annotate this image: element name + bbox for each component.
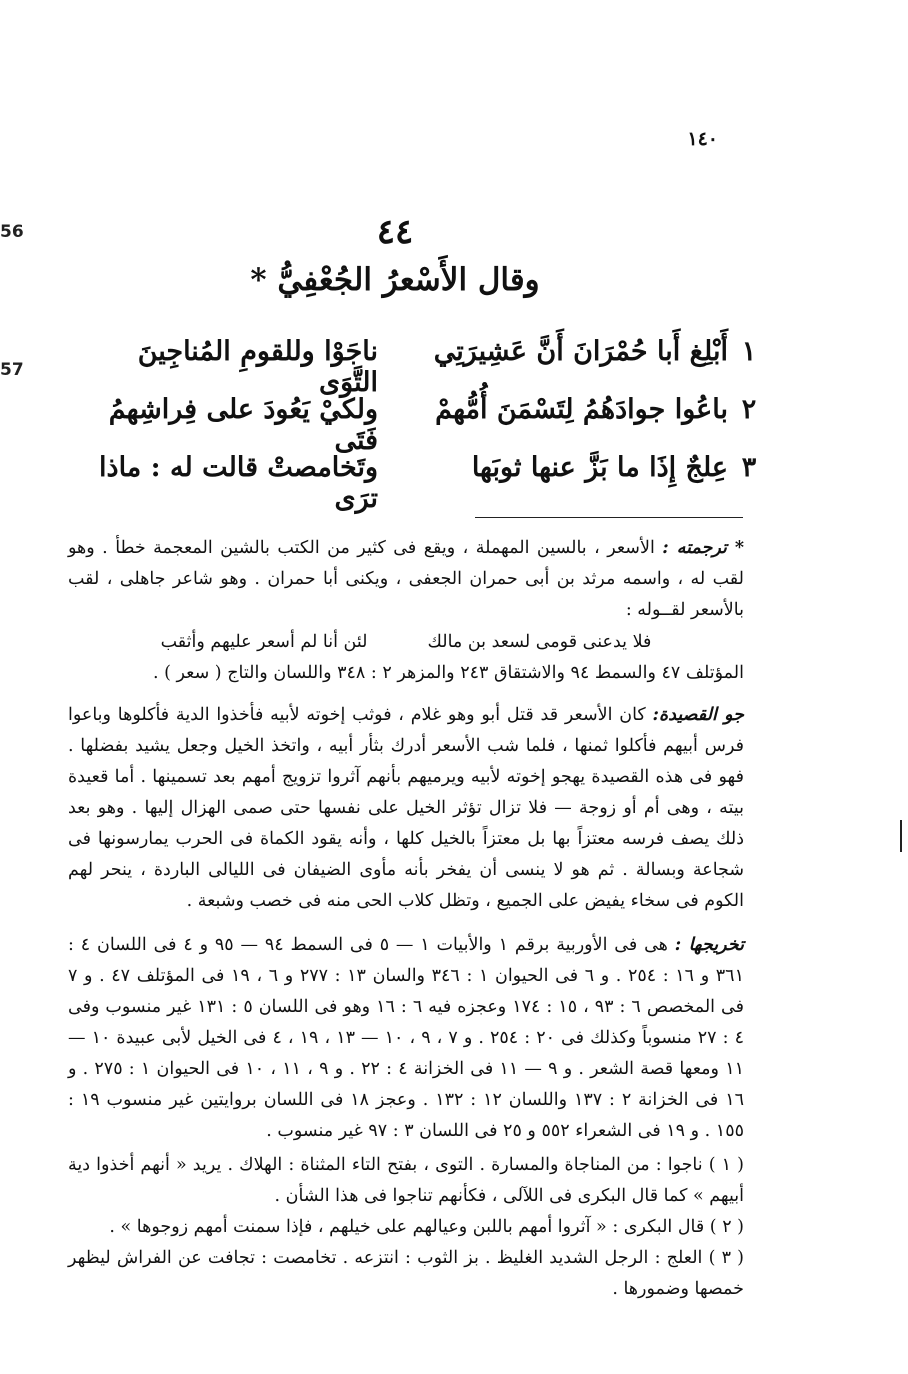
poem-title: وقال الأَسْعرُ الجُعْفِيُّ * <box>250 262 540 298</box>
verse-first-hemistich: أَبْلِغ أَبا حُمْرَانَ أَنَّ عَشِيرَتِي <box>433 336 728 367</box>
translation-label: * ترجمته : <box>662 538 744 558</box>
takhrij-label: تخريجها : <box>674 935 744 955</box>
story-text: كان الأسعر قد قتل أبو وهو غلام ، فوثب إخوته لأبيه فأخذوا الدية فأكلوها وباعوا فرس أبيهم فأكلوا ثمنها ، فلما شب الأسعر أدرك بثأر أبيه ، واتخذ الخيل وجعل يشيد بفضلها . فهو فى هذه القصيدة يهجو إخوته لأبيه ويرميهم بأنهم آثروا تزويج أمهم بعد تسمينها . أما قعيدة بيته ، وهى أم أو زوجة — فلا تزال تؤثر الخيل على نفسها حتى صمى الهزال إليها . وهو بعد ذلك يصف فرسه معتزاً بها بل معتزاً بالخيل كلها ، وأنه يقود الكماة فى الحرب يمارسونها فى شجاعة وبسالة . ثم هو لا ينسى أن يفخر بأنه مأوى الضيفان فى الليالى الباردة ، ينحر لهم الكوم فى سخاء يفيض على الجميع ، وتظل كلاب الحى منه فى خصب وشبعة . <box>68 705 744 911</box>
verse-first-hemistich: باعُوا جوادَهُمُ لِتَسْمَنَ أُمُّهمْ <box>435 394 728 425</box>
page-number: ١٤٠ <box>687 128 718 150</box>
translation-sources: المؤتلف ٤٧ والسمط ٩٤ والاشتقاق ٢٤٣ والمزهر ٢ : ٣٤٨ واللسان والتاج ( سعر ) . <box>152 663 744 683</box>
story-section <box>68 700 744 917</box>
margin-page-note-57: 57 <box>0 360 24 380</box>
story-label: جو القصيدة: <box>652 705 744 725</box>
footnote-3: ( ٣ ) العلج : الرجل الشديد الغليظ . بز الثوب : انتزعه . تخامصت : تجافت عن الفراش ليظهر خمصها وضمورها . <box>68 1248 744 1299</box>
verse-footnotes <box>68 1150 744 1305</box>
takhrij-text: هى فى الأوربية برقم ١ والأبيات ١ — ٥ فى السمط ٩٤ — ٩٥ و ٤ فى اللسان ٤ : ٣٦١ و ١٦ : ٢٥٤ . و ٦ فى الحيوان ١ : ٣٤٦ والسان ١٣ : ٢٧٧ و ٦ ، ١٩ فى المؤتلف ٤٧ . و ٧ فى المخصص ٦ : ٩٣ ، ١٥ : ١٧٤ وعجزه فيه ٦ : ١٦ وهو فى اللسان ٥ : ١٣١ غير منسوب وفى ٤ : ٢٧ منسوباً وكذلك فى ٢٠ : ٢٥٤ . و ٧ ، ٩ ، ١٠ — ١٣ ، ١٩ ، ٤ فى الخيل لأبى عبيدة ١٠ — ١١ ومعها قصة الشعر . و ٩ — ١١ فى الخزانة ٤ : ٢٢ . و ٩ ، ١١ ، ١٠ فى الحيوان ١ : ٢٧٥ . و ١٦ فى الخزانة ٢ : ١٣٧ واللسان ١٢ : ١٣٢ . وعجز ١٨ فى اللسان بروايتين غير منسوب ١٩ : ١٥٥ . و ١٩ فى الشعراء ٥٥٢ و ٢٥ فى اللسان ٣ : ٩٧ غير منسوب . <box>68 935 745 1141</box>
verse-first-hemistich: عِلجٌ إِذَا ما بَزَّ عنها ثوبَها <box>471 452 728 483</box>
footnote-2: ( ٢ ) قال البكرى : « آثروا أمهم باللبن وعيالهم على خيلهم ، فإذا سمنت أمهم زوجوها » . <box>109 1217 744 1237</box>
verse-second-hemistich: وتَخامصتْ قالت له : ماذا ترَى <box>99 452 378 514</box>
verse-line <box>80 452 770 514</box>
quoted-verse-first: فلا يدعنى قومى لسعد بن مالك <box>427 632 652 652</box>
poem-verses <box>80 336 770 514</box>
verse-number: ٢ <box>741 394 757 425</box>
quoted-verse-second: لئن أنا لم أسعر عليهم وأثقب <box>160 632 368 652</box>
verse-number: ٣ <box>741 452 757 483</box>
footnote-1: ( ١ ) ناجوا : من المناجاة والمسارة . التوى ، بفتح التاء المثناة : الهلاك . يريد « أنهم أخذوا دية أبيهم » كما قال البكرى فى اللآلى ، فكأنهم تناجوا فى هذا الشأن . <box>68 1155 745 1206</box>
poem-number: ٤٤ <box>376 212 414 252</box>
footnote-divider <box>475 517 743 518</box>
scan-edge-mark <box>900 820 902 852</box>
translation-text: الأسعر ، بالسين المهملة ، ويقع فى كثير من الكتب بالشين المعجمة خطأ . وهو لقب له ، واسمه مرثد بن أبى حمران الجعفى ، ويكنى أبا حمران . وهو شاعر جاهلى ، لقب بالأسعر لقــوله : <box>68 538 744 620</box>
verse-number: ١ <box>741 336 757 367</box>
verse-second-hemistich: ناجَوْا وللقومِ المُناجِينَ التَّوَى <box>137 336 378 398</box>
translation-section <box>68 533 744 689</box>
verse-line <box>80 394 770 456</box>
quoted-verse <box>68 626 744 658</box>
takhrij-section <box>68 930 744 1147</box>
margin-page-note-56: 56 <box>0 222 24 242</box>
verse-second-hemistich: ولكيْ يَعُودَ على فِراشِهمُ فَتَى <box>108 394 378 456</box>
verse-line <box>80 336 770 398</box>
